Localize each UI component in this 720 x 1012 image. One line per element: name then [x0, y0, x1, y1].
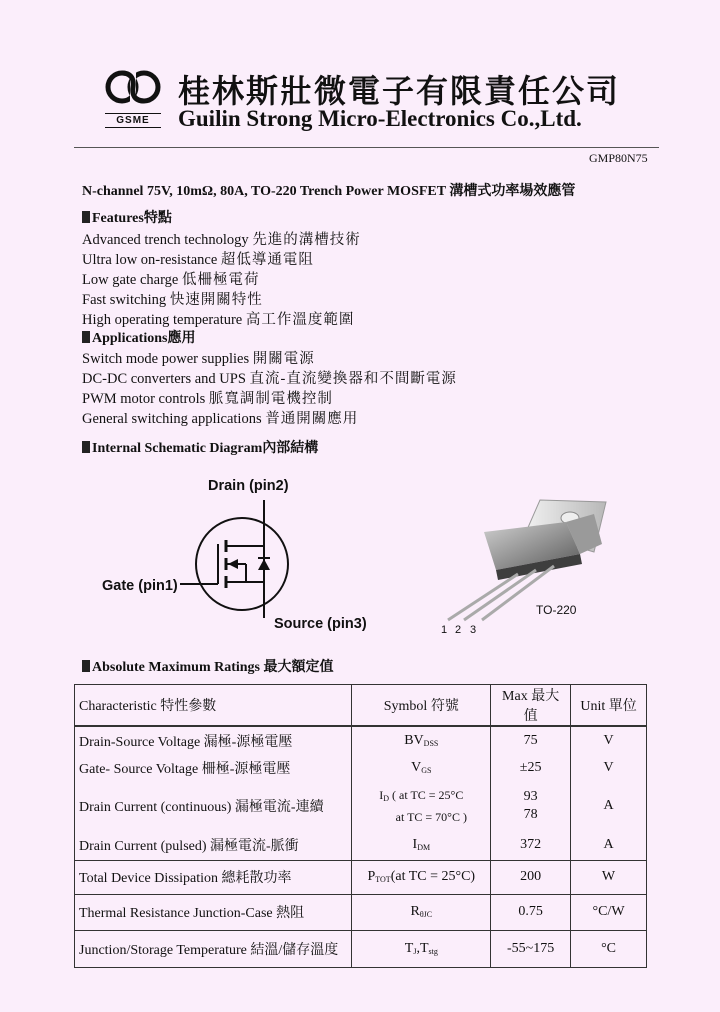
column-header: Symbol 符號: [352, 685, 491, 727]
unit-cell: A: [571, 782, 647, 830]
symbol-subscript: GS: [421, 766, 432, 775]
unit-cell: A: [571, 830, 647, 860]
mosfet-schematic-symbol: [180, 500, 300, 630]
applications-heading-en: Applications: [92, 331, 168, 346]
table-row: [75, 782, 647, 830]
company-name-chinese: 桂林斯壯微電子有限責任公司: [178, 73, 621, 109]
characteristic-cell: Drain-Source Voltage 漏極-源極電壓: [75, 726, 352, 754]
application-text: General switching applications: [82, 411, 262, 427]
feature-text-cn: 超低導通電阻: [220, 252, 314, 268]
feature-text-cn: 快速開關特性: [169, 292, 263, 308]
column-header: Max 最大值: [491, 685, 571, 727]
unit-cell: °C: [571, 930, 647, 967]
max-value: 78: [523, 807, 538, 822]
table-row: [75, 894, 647, 930]
symbol-cell: [352, 860, 491, 894]
application-text-cn: 普通開關應用: [265, 411, 359, 427]
characteristic-cell: Thermal Resistance Junction-Case 熱阻: [75, 894, 352, 930]
symbol-cell: [352, 726, 491, 754]
unit-cell: °C/W: [571, 894, 647, 930]
company-logo-text: GSME: [105, 113, 161, 128]
symbol-condition: (at TC = 25°C): [390, 869, 476, 884]
max-cell: 0.75: [491, 894, 571, 930]
max-cell: -55~175: [491, 930, 571, 967]
company-logo-icon: [104, 68, 162, 108]
symbol-text: T: [404, 940, 414, 956]
table-header-row: [75, 685, 647, 727]
absolute-maximum-ratings-table: [74, 684, 647, 968]
feature-text: High operating temperature: [82, 312, 243, 328]
application-text: DC-DC converters and UPS: [82, 371, 246, 387]
characteristic-cell: Total Device Dissipation 總耗散功率: [75, 860, 352, 894]
feature-text-cn: 高工作溫度範圍: [245, 312, 355, 328]
feature-item: [82, 268, 259, 289]
part-number: GMP80N75: [589, 151, 648, 165]
feature-text-cn: 先進的溝槽技術: [252, 232, 361, 248]
symbol-subscript: θJC: [419, 910, 433, 919]
characteristic-cell: Gate- Source Voltage 柵極-源極電壓: [75, 754, 352, 782]
application-text-cn: 開關電源: [252, 351, 315, 367]
symbol-line: [356, 786, 486, 808]
square-bullet-icon: [82, 211, 90, 223]
feature-item: [82, 248, 314, 269]
symbol-text: BV: [404, 732, 424, 748]
max-cell: 200: [491, 860, 571, 894]
application-text: PWM motor controls: [82, 391, 206, 407]
characteristic-cell: Drain Current (pulsed) 漏極電流-脈衝: [75, 830, 352, 860]
application-item: [82, 367, 457, 388]
application-text: Switch mode power supplies: [82, 351, 250, 367]
gate-pin-label: Gate (pin1): [102, 578, 178, 594]
max-value: 93: [523, 789, 538, 804]
table-row: [75, 860, 647, 894]
characteristic-cell: Junction/Storage Temperature 結溫/儲存溫度: [75, 930, 352, 967]
condition-text: at TC = 70°C ): [395, 810, 467, 824]
company-name-english: Guilin Strong Micro-Electronics Co.,Ltd.: [178, 106, 582, 131]
unit-cell: V: [571, 754, 647, 782]
ratings-heading-en: Absolute Maximum Ratings: [92, 660, 261, 675]
max-cell: 75: [491, 726, 571, 754]
feature-item: [82, 288, 263, 309]
symbol-subscript: stg: [428, 946, 438, 956]
application-item: [82, 347, 315, 368]
condition-text: ( at TC = 25°C: [392, 788, 464, 802]
column-header: Characteristic 特性參數: [75, 685, 352, 727]
pin-number: 1: [441, 624, 448, 636]
square-bullet-icon: [82, 660, 90, 672]
table-row: [75, 830, 647, 860]
square-bullet-icon: [82, 331, 90, 343]
symbol-text: I: [412, 836, 418, 852]
symbol-text: ,T: [416, 940, 429, 956]
max-cell: ±25: [491, 754, 571, 782]
document-title: N-channel 75V, 10mΩ, 80A, TO-220 Trench Power MOSFET 溝槽式功率場效應管: [82, 184, 576, 199]
ratings-heading-cn: 最大額定值: [263, 660, 334, 675]
application-text-cn: 脈寬調制電機控制: [208, 391, 333, 407]
symbol-text: V: [411, 760, 422, 775]
symbol-subscript: DSS: [423, 738, 439, 748]
symbol-subscript: J: [413, 946, 417, 956]
applications-heading: [82, 327, 195, 347]
pin-number: 3: [470, 624, 477, 636]
feature-text: Advanced trench technology: [82, 232, 249, 248]
application-item: [82, 387, 333, 408]
feature-item: [82, 308, 354, 329]
features-heading-cn: 特點: [143, 211, 172, 226]
feature-text: Low gate charge: [82, 272, 179, 288]
feature-text: Fast switching: [82, 292, 167, 308]
schematic-heading-en: Internal Schematic Diagram: [92, 441, 263, 456]
unit-cell: W: [571, 860, 647, 894]
table-row: [75, 726, 647, 754]
schematic-heading-cn: 內部結構: [262, 441, 319, 456]
symbol-text: R: [410, 904, 420, 919]
symbol-subscript: DM: [417, 842, 431, 852]
pin-number: 2: [455, 624, 462, 636]
max-cell: [491, 782, 571, 830]
symbol-cell: [352, 894, 491, 930]
table-row: [75, 930, 647, 967]
feature-text-cn: 低柵極電荷: [181, 272, 260, 288]
characteristic-cell: Drain Current (continuous) 漏極電流-連續: [75, 782, 352, 830]
feature-text: Ultra low on-resistance: [82, 252, 218, 268]
header-divider: [74, 147, 659, 148]
symbol-cell: [352, 782, 491, 830]
square-bullet-icon: [82, 441, 90, 453]
application-text-cn: 直流-直流變換器和不間斷電源: [249, 371, 457, 387]
application-item: [82, 407, 358, 428]
symbol-subscript: TOT: [375, 875, 391, 884]
symbol-line: [356, 808, 486, 826]
table-row: [75, 754, 647, 782]
drain-pin-label: Drain (pin2): [208, 478, 289, 494]
to220-package-image: [430, 492, 620, 642]
max-cell: 372: [491, 830, 571, 860]
symbol-cell: [352, 754, 491, 782]
ratings-heading: [82, 656, 334, 676]
feature-item: [82, 228, 361, 249]
package-label: TO-220: [536, 603, 577, 617]
symbol-text: P: [367, 869, 376, 884]
symbol-subscript: D: [383, 794, 390, 803]
features-heading: [82, 207, 172, 227]
applications-heading-cn: 應用: [167, 331, 196, 346]
column-header: Unit 單位: [571, 685, 647, 727]
symbol-cell: [352, 930, 491, 967]
symbol-text: I: [379, 788, 384, 802]
schematic-heading: [82, 437, 318, 457]
unit-cell: V: [571, 726, 647, 754]
symbol-cell: [352, 830, 491, 860]
source-pin-label: Source (pin3): [274, 616, 367, 632]
features-heading-en: Features: [92, 211, 144, 226]
